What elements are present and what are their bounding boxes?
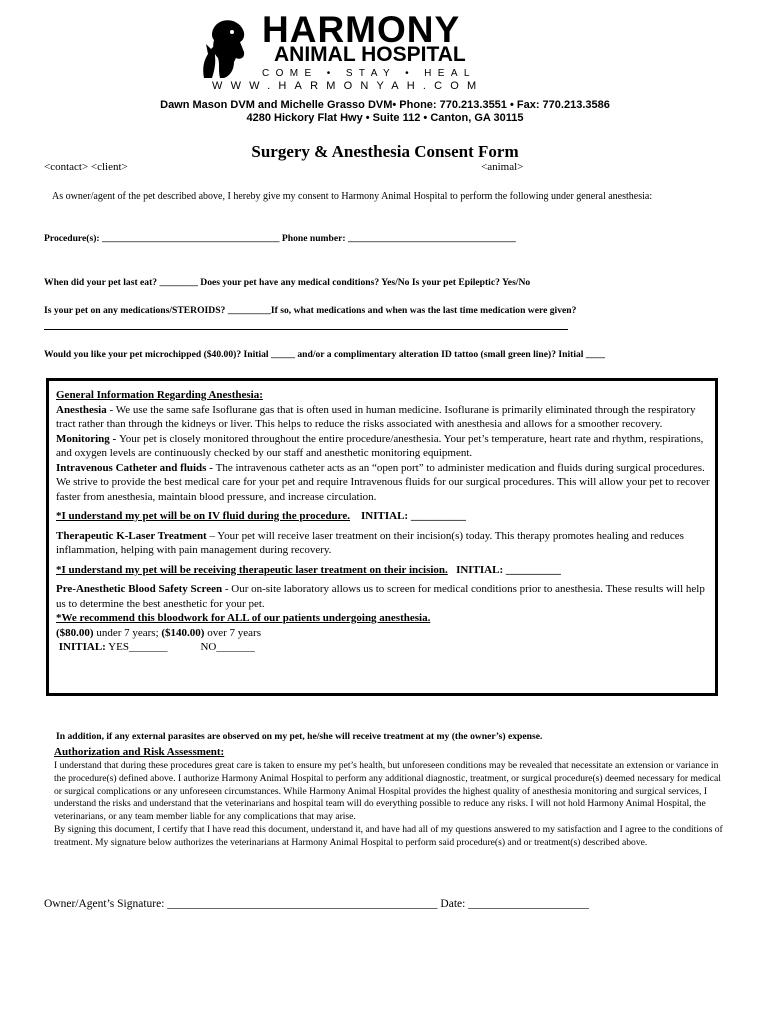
monitoring-text: Your pet is closely monitored throughout the entire procedure/anesthesia. Your pet’s temperature, heart rate and rhythm, respirations, and oxygen levels are continuously checked by our staff and anesthetic monitoring equipment. xyxy=(56,432,704,459)
address-line-2: 4280 Hickory Flat Hwy • Suite 112 • Canton, GA 30115 xyxy=(246,112,524,124)
laser-text: – Your pet will receive laser treatment on their incision(s) today. This therapy promotes healing and reduces inflammation, helping with pain management during recovery. xyxy=(56,529,684,556)
brand-tagline: COME • STAY • HEAL xyxy=(262,68,476,79)
brand-subtitle: ANIMAL HOSPITAL xyxy=(274,43,466,66)
iv-initial-field[interactable]: INITIAL: __________ xyxy=(361,510,466,522)
bloodwork-initial-no[interactable]: NO_______ xyxy=(200,641,255,653)
anesthesia-info-content xyxy=(56,388,716,655)
animal-field: <animal> xyxy=(481,161,524,173)
dog-and-cat-logo-icon xyxy=(200,18,252,80)
authorization-heading: Authorization and Risk Assessment: xyxy=(54,746,225,758)
parasite-treatment-notice: In addition, if any external parasites are observed on my pet, he/she will receive treatment at my (the owner’s) expense. xyxy=(56,731,543,742)
medications-question[interactable]: Is your pet on any medications/STEROIDS? _________If so, what medications and when was the last time medication were given? xyxy=(44,305,577,316)
price-under-7-text: under 7 years; xyxy=(93,626,162,639)
brand-website: WWW.HARMONYAH.COM xyxy=(212,80,485,92)
contact-client-field: <contact> <client> xyxy=(44,161,128,173)
microchip-question[interactable]: Would you like your pet microchipped ($40.00)? Initial _____ and/or a complimentary alteration ID tattoo (small green line)? Initial ____ xyxy=(44,349,606,360)
laser-acknowledgement: *I understand my pet will be receiving therapeutic laser treatment on their incision. xyxy=(56,563,448,576)
authorization-body xyxy=(54,760,724,850)
iv-text: The intravenous catheter acts as an “open port” to administer medication and fluids during surgical procedures. We strive to provide the best medical care for your pet and require Intravenous fluids for our surgical procedures. This will allow your pet to recover faster from anesthesia, maintain blood pressure, and increase circulation. xyxy=(56,461,710,503)
blood-text: - Our on-site laboratory allows us to screen for medical conditions prior to anesthesia. These results will help us to determine the best anesthetic for your pet. xyxy=(56,583,705,610)
consent-statement: As owner/agent of the pet described above, I hereby give my consent to Harmony Animal Hospital to perform the following under general anesthesia: xyxy=(52,191,653,202)
iv-label: Intravenous Catheter and fluids - xyxy=(56,461,216,474)
form-title: Surgery & Anesthesia Consent Form xyxy=(251,142,519,161)
info-heading: General Information Regarding Anesthesia: xyxy=(56,389,263,401)
bloodwork-initial-yes[interactable]: YES_______ xyxy=(105,641,168,653)
price-under-7: ($80.00) xyxy=(56,626,94,639)
iv-acknowledgement: *I understand my pet will be on IV fluid during the procedure. xyxy=(56,510,350,522)
price-over-7: ($140.00) xyxy=(161,626,205,639)
price-over-7-text: over 7 years xyxy=(204,626,261,639)
laser-label: Therapeutic K-Laser Treatment xyxy=(56,529,207,542)
answer-blank-line[interactable] xyxy=(44,329,568,330)
bloodwork-initial-label: INITIAL: xyxy=(58,641,106,653)
blood-label: Pre-Anesthetic Blood Safety Screen xyxy=(56,583,223,595)
address-line-1: Dawn Mason DVM and Michelle Grasso DVM• Phone: 770.213.3551 • Fax: 770.213.3586 xyxy=(160,99,610,111)
authorization-paragraph-1: I understand that during these procedures great care is taken to ensure my pet’s health, but unforeseen conditions may be revealed that necessitate an extension or variance in the procedure(s) defined above. I authorize Harmony Animal Hospital to perform any additional diagnostic, treatment, or surgical procedure(s) deemed necessary for medical or surgical complications or any unforeseen circumstances. While Harmony Animal Hospital provides the highest quality of anesthesia monitoring and surgical services, I understand the risks and understand that the veterinarians and hospital team will do everything possible to reduce any risks. I will not hold Harmony Animal Hospital, the veterinarians, or any team member liable for any complications that may arise. xyxy=(54,760,721,823)
authorization-paragraph-2: By signing this document, I certify that I have read this document, understand it, and have had all of my questions answered to my satisfaction and I agree to the conditions of treatment. My signature below authorizes the veterinarians at Harmony Animal Hospital to perform said procedure(s) and or treatment(s) described above. xyxy=(54,823,723,848)
bloodwork-recommendation: *We recommend this bloodwork for ALL of our patients undergoing anesthesia. xyxy=(56,612,431,624)
anesthesia-text: - We use the same safe Isoflurane gas that is often used in human medicine. Isoflurane is primarily eliminated through the respiratory tract rather than through the kidneys or liver. This helps to reduce the risks associated with anesthesia and allows for a smoother recovery. xyxy=(56,403,696,430)
monitoring-label: Monitoring - xyxy=(56,432,119,445)
signature-date-field[interactable]: Owner/Agent’s Signature: _______________________________________________ Date: _____________________ xyxy=(44,898,589,910)
procedure-phone-field[interactable]: Procedure(s): _____________________________________ Phone number: ___________________________________ xyxy=(44,233,516,244)
brand-name: HARMONY xyxy=(262,9,461,50)
laser-initial-field[interactable]: INITIAL: __________ xyxy=(456,563,561,576)
last-ate-question[interactable]: When did your pet last eat? ________ Does your pet have any medical conditions? Yes/No Is your pet Epileptic? Yes/No xyxy=(44,277,531,288)
anesthesia-label: Anesthesia xyxy=(56,403,107,416)
